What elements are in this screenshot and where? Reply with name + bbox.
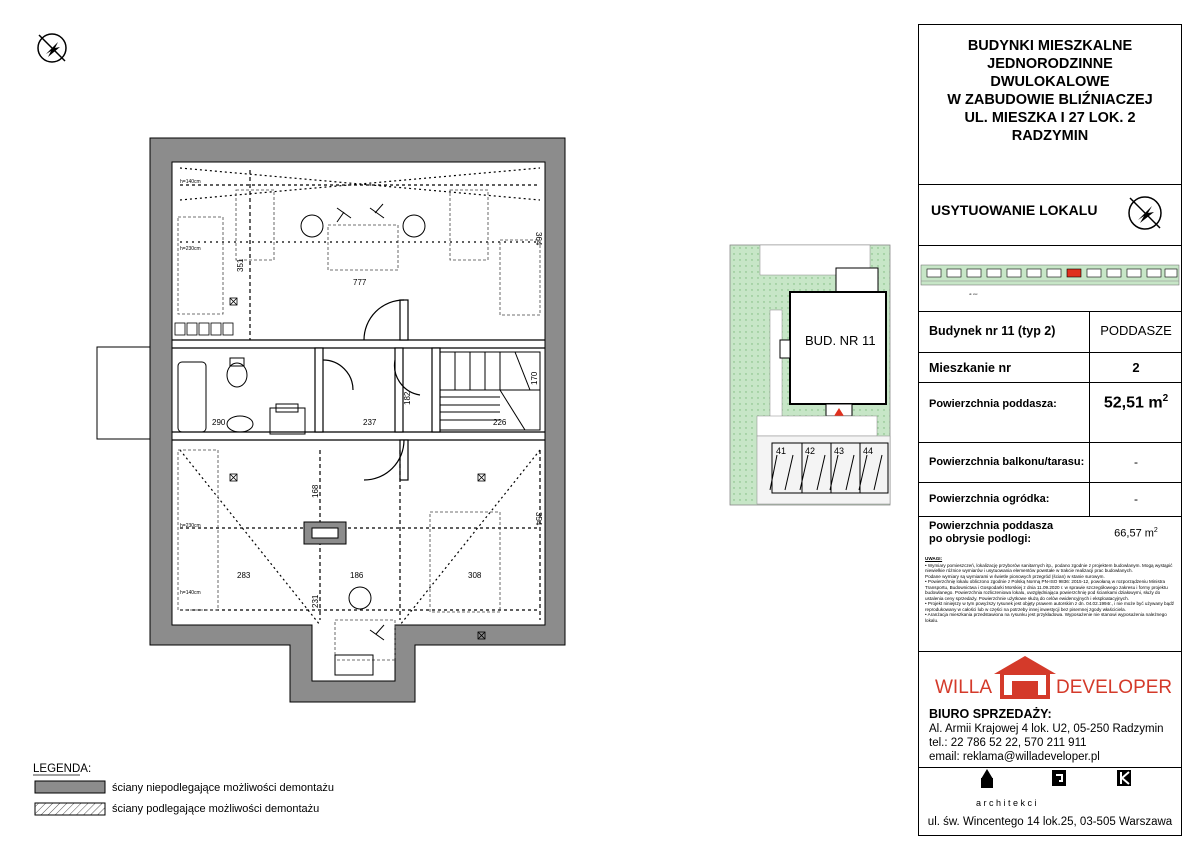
logo-text-left: WILLA: [935, 677, 993, 698]
floor-value: PODDASZE: [1100, 323, 1172, 338]
row-attic-area: [919, 383, 1181, 443]
height-label: h=140cm: [180, 179, 201, 185]
note-line: • Wymiary pomieszczeń, lokalizację przyborów sanitarnych itp., podano zgodnie z projektem budowlanym. Mogą wystąpić niewielkie różnice wymiarów i usytuowania elementów powstałe w trakcie realizacji prac budowlanych.: [925, 562, 1173, 573]
attic-outline-unit-sup: 2: [1153, 527, 1158, 534]
kitchen-counter: [175, 323, 233, 335]
logo-text-right: DEVELOPER: [1056, 677, 1173, 698]
architect-word: a r c h i t e k c i: [976, 798, 1037, 808]
legend-item-hatched: ściany podlegające możliwości demontażu: [112, 803, 320, 815]
developer-logo-graphic: [919, 652, 1181, 707]
dim-label: 283: [237, 571, 251, 580]
sales-office-phone[interactable]: tel.: 22 786 52 22, 570 211 911: [929, 737, 1087, 749]
bathroom-fixtures: [178, 358, 305, 434]
attic-outline-value: [1091, 527, 1181, 540]
title-line: W ZABUDOWIE BLIŹNIACZEJ: [947, 92, 1153, 108]
row-balcony: [919, 443, 1181, 483]
note-line: • Projekt niniejszy w tym powyższy rysunek jest objęty prawem autorskim z dn. 04.02.1994r., i nie może być używany bądź reprodukowany w całości lub w części na potrzeby innej inwestycji bez pisemnej zgody właściciela.: [925, 601, 1175, 612]
architect-logo: [919, 767, 1181, 815]
sales-office-heading: BIURO SPRZEDAŻY:: [929, 707, 1052, 721]
attic-area-unit-sup: 2: [1162, 393, 1169, 404]
apartment-number: 2: [1132, 360, 1140, 375]
dim-label: 182: [403, 391, 412, 405]
architect-address: ul. św. Wincentego 14 lok.25, 03-505 Warszawa: [927, 816, 1173, 828]
architect-section: [919, 767, 1181, 837]
project-title: [919, 25, 1181, 185]
situation-section: [919, 185, 1181, 246]
attic-outline-number: 66,57 m: [1114, 527, 1154, 540]
attic-outline-label-line: po obrysie podlogi:: [929, 533, 1032, 545]
legend-title: LEGENDA:: [33, 763, 92, 775]
row-attic-outline: [919, 517, 1181, 552]
parking-label: 42: [805, 446, 816, 456]
dim-label: 237: [363, 418, 377, 427]
dim-label: 170: [530, 371, 539, 385]
garden-label: Powierzchnia ogródka:: [929, 493, 1050, 505]
sales-office-address: Al. Armii Krajowej 4 lok. U2, 05-250 Radzymin: [929, 723, 1164, 735]
chairs-top-room: [301, 204, 425, 237]
title-line: UL. MIESZKA I 27 LOK. 2: [964, 110, 1136, 126]
sales-office: [919, 707, 1181, 768]
dim-label: 168: [311, 484, 320, 498]
attic-area-value: [1091, 393, 1181, 412]
dim-label: 226: [493, 418, 507, 427]
attic-area-number: 52,51 m: [1103, 394, 1163, 412]
attic-area-label: Powierzchnia poddasza:: [929, 398, 1057, 410]
note-line: • Aranżacja mieszkania przedstawiona na rysunku jest przykładowa. Wyposażenie nie stanowi wyposażenia należnego lokalu.: [925, 612, 1167, 623]
situation-strip: [919, 245, 1181, 312]
title-line: RADZYMIN: [1011, 128, 1089, 144]
chimney: [304, 522, 346, 544]
parking-label: 44: [863, 446, 874, 456]
north-arrow-icon: [38, 34, 66, 62]
attic-outline-label-line: Powierzchnia poddasza: [929, 520, 1054, 532]
dim-label: 364: [534, 232, 543, 246]
legend-swatch-solid: [35, 781, 105, 793]
window-markers: [230, 298, 485, 639]
notes-heading: UWAGI:: [925, 556, 943, 561]
dim-label: 777: [353, 278, 367, 287]
dim-label: 308: [468, 571, 482, 580]
dim-label: 354: [534, 512, 543, 526]
note-line: Podane wymiary są wymiarami w świetle pionowych przegród (ścian) w stanie surowym.: [925, 573, 1105, 579]
garden-value: -: [1134, 492, 1138, 506]
staircase: [440, 352, 540, 430]
height-labels: [180, 179, 201, 596]
row-apartment: [919, 353, 1181, 383]
balcony-value: -: [1134, 455, 1138, 469]
title-line: BUDYNKI MIESZKALNE: [967, 38, 1133, 54]
stair-steps: [440, 352, 540, 430]
strip-caption: ul. xxx: [969, 292, 978, 296]
title-line: JEDNORODZINNE: [987, 56, 1113, 72]
info-panel: [918, 24, 1182, 836]
height-label: h=140cm: [180, 590, 201, 596]
dim-label: 186: [350, 571, 364, 580]
chairs-bottom: [335, 587, 384, 675]
furniture-top-room: [178, 190, 540, 315]
parking-label: 41: [776, 446, 787, 456]
apartment-label: Mieszkanie nr: [929, 361, 1011, 375]
attic-outline-label: [929, 520, 1053, 546]
balcony-label: Powierzchnia balkonu/tarasu:: [929, 456, 1085, 468]
note-line: • Powierzchnię lokalu obliczono zgodnie z Polską Normą PN-ISO 9836: 2015-12, powołaną w rozporządzeniu Ministra Transportu, Budownictwa i Gospodarki Morskiej z dnia 11.09.2020 r. w sprawie szczegółowego zakresu i formy projektu budowlanego. Powierzchnia rozliczeniowa lokalu, uwzględniająca powierzchnię pod ściankami działowymi, służy do ustalenia ceny sprzedaży. Powierzchnie użytkowe służą do celów ewidencyjnych i eksploatacyjnych.: [925, 579, 1168, 601]
site-building-label: BUD. NR 11: [805, 333, 876, 348]
legend-swatch-hatched: [35, 803, 105, 815]
parking-label: 43: [834, 446, 845, 456]
dim-label: 351: [236, 258, 245, 272]
row-building: [919, 311, 1181, 353]
sales-office-email[interactable]: email: reklama@willadeveloper.pl: [929, 751, 1100, 763]
height-label: h=230cm: [180, 246, 201, 252]
legend-item-solid: ściany niepodlegające możliwości demontażu: [112, 782, 334, 794]
dim-label: 290: [212, 418, 226, 427]
north-arrow-icon: [1125, 193, 1165, 233]
dim-label: 231: [311, 594, 320, 608]
situation-label: USYTUOWANIE LOKALU: [931, 202, 1098, 218]
notes-section: [919, 552, 1181, 652]
row-garden: [919, 483, 1181, 517]
height-label: h=230cm: [180, 523, 201, 529]
building-label: Budynek nr 11 (typ 2): [929, 324, 1056, 338]
title-line: DWULOKALOWE: [990, 74, 1110, 90]
developer-logo: [919, 652, 1181, 707]
situation-strip-map: [919, 245, 1181, 311]
site-plan: [730, 245, 890, 505]
